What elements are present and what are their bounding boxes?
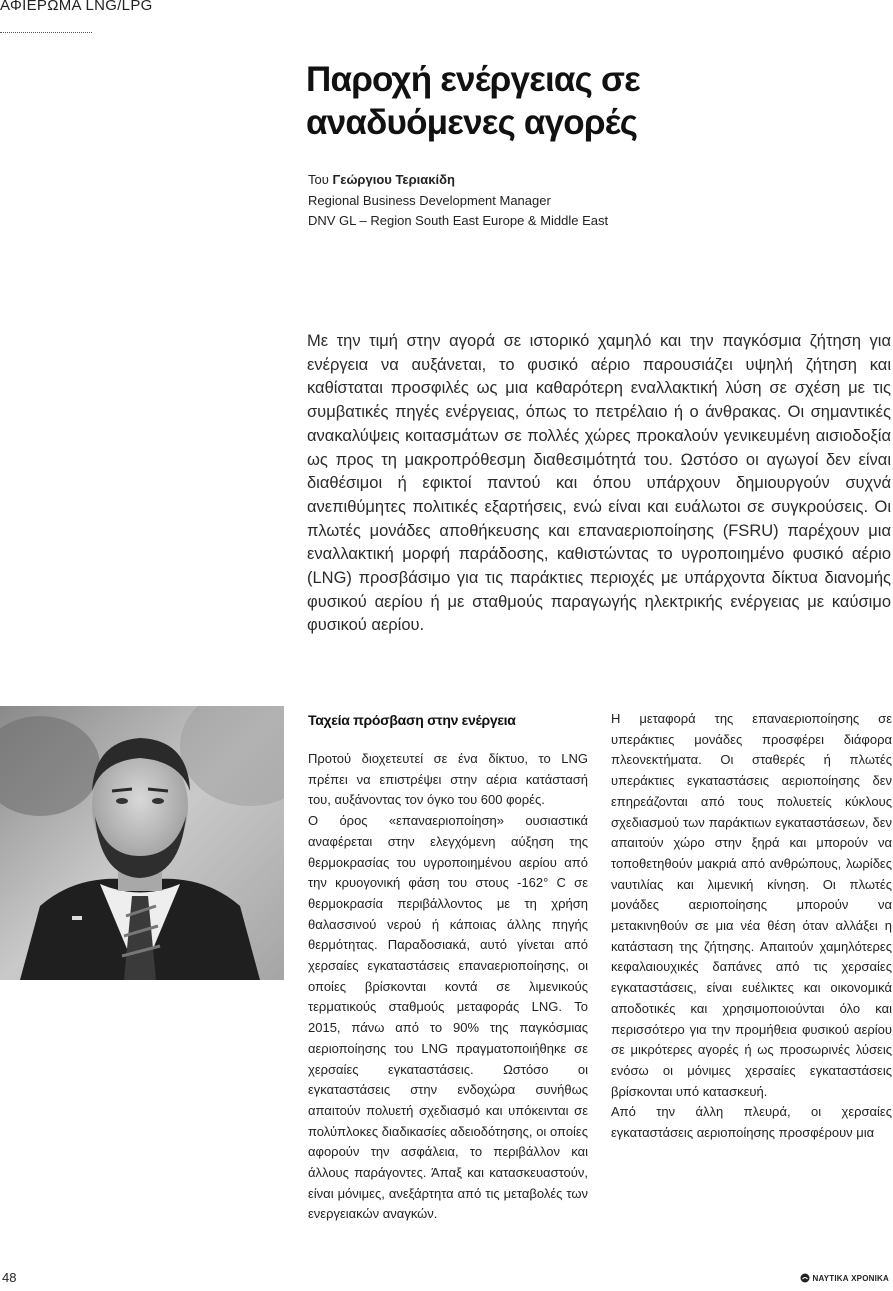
publication-logo-icon	[800, 1273, 810, 1283]
article-title	[306, 58, 866, 144]
column-2-paragraph-2: Από την άλλη πλευρά, οι χερσαίες εγκαταστάσεις αεριοποίησης προσφέρουν μια	[611, 1104, 892, 1141]
page-number: 48	[2, 1270, 17, 1285]
article-column-2	[611, 709, 892, 1144]
column-1-paragraph-2: Ο όρος «επαναεριοποίηση» ουσιαστικά αναφέρεται στην ελεγχόμενη αύξηση της θερμοκρασίας του υγροποιημένου αερίου από την κρυογονική φάση του στους -162° C σε θερμοκρασία περιβάλλοντος με τη χρήση θαλασσινού νερού ή κάποιας άλλης πηγής θερμότητας. Παραδοσιακά, αυτό γίνεται από χερσαίες εγκαταστάσεις επαναεριοποίησης, οι οποίες βρίσκονται κοντά σε λιμενικούς τερματικούς σταθμούς μεταφοράς LNG. Το 2015, πάνω από το 90% της παγκόσμιας αεριοποίησης του LNG πραγματοποιήθηκε σε χερσαίες εγκαταστάσεις. Ωστόσο οι εγκαταστάσεις στην ενδοχώρα συνήθως απαιτούν πολυετή σχεδιασμό και υπόκεινται σε πολύπλοκες διαδικασίες αδειοδότησης, οι οποίες αφορούν την ασφάλεια, το περιβάλλον και άλλους παράγοντες. Άπαξ και κατασκευαστούν, είναι μόνιμες, ανεξάρτητα από τις μεταβολές των ενεργειακών αναγκών.	[308, 813, 588, 1222]
byline-author-line	[308, 170, 868, 191]
section-label: ΑΦΙΕΡΩΜΑ LNG/LPG	[0, 0, 153, 14]
author-photo	[0, 706, 284, 980]
author-role: Regional Business Development Manager	[308, 192, 551, 208]
section-subheading: Ταχεία πρόσβαση στην ενέργεια	[308, 712, 516, 728]
byline-prefix: Του	[308, 172, 333, 187]
lead-paragraph: Με την τιμή στην αγορά σε ιστορικό χαμηλό και την παγκόσμια ζήτηση για ενέργεια να αυξάνεται, το φυσικό αέριο παρουσιάζει υψηλή ζήτηση και καθίσταται προσφιλές ως μια καθαρότερη εναλλακτική λύση σε σχέση με τις συμβατικές πηγές ενέργειας, όπως το πετρέλαιο ή ο άνθρακας. Οι σημαντικές ανακαλύψεις κοιτασμάτων σε πολλές χώρες προκαλούν γενικευμένη αισιοδοξία ως προς τη μακροπρόθεσμη διαθεσιμότητά του. Ωστόσο οι αγωγοί δεν είναι διαθέσιμοι ή εφικτοί παντού και όπου υπάρχουν δημιουργούν συχνά ανεπιθύμητες πολιτικές εξαρτήσεις, ενώ είναι και ευάλωτοι σε συγκρούσεις. Οι πλωτές μονάδες αποθήκευσης και επαναεριοποίησης (FSRU) παρέχουν μια εναλλακτική μορφή παράδοσης, καθιστώντας το υγροποιημένο φυσικό αέριο (LNG) προσβάσιμο για τις παράκτιες περιοχές με υπάρχοντα δίκτυα διανομής φυσικού αερίου ή με σταθμούς παραγωγής ηλεκτρικής ενέργειας με καύσιμο φυσικού αερίου.	[307, 332, 891, 635]
title-line-2: αναδυόμενες αγορές	[306, 103, 638, 142]
publication-title: ΝΑΥΤΙΚΑ ΧΡΟΝΙΚΑ	[812, 1273, 889, 1283]
section-divider	[0, 32, 92, 33]
byline	[308, 170, 868, 232]
author-organization: DNV GL – Region South East Europe & Middle East	[308, 213, 609, 228]
article-column-1	[308, 709, 588, 1225]
title-line-1: Παροχή ενέργειας σε	[306, 60, 640, 99]
publication-name	[800, 1273, 890, 1283]
author-name: Γεώργιου Τεριακίδη	[332, 172, 455, 187]
column-1-paragraph-1: Προτού διοχετευτεί σε ένα δίκτυο, το LNG πρέπει να επιστρέψει στην αέρια κατάστασή του, αυξάνοντας τον όγκο του 600 φορές.	[308, 751, 588, 808]
column-2-paragraph-1: Η μεταφορά της επαναεριοποίησης σε υπεράκτιες μονάδες προσφέρει διάφορα πλεονεκτήματα. Οι σταθερές ή πλωτές υπεράκτιες εγκαταστάσεις αεριοποίησης δεν επηρεάζονται από τους πολυετείς κύκλους σχεδιασμού των παράκτιων εγκαταστάσεων, δεν απαιτούν χώρο στην ξηρά και μπορούν να τοποθετηθούν μακριά από ανθρώπους, λωρίδες ναυτιλίας και λιμενική κίνηση. Οι πλωτές μονάδες αεριοποίησης μπορούν να μετακινηθούν σε μια νέα θέση όταν αλλάξει η κατάσταση της ζήτησης. Απαιτούν χαμηλότερες κεφαλαιουχικές δαπάνες από τις χερσαίες εγκαταστάσεις, είναι ευέλικτες και οικονομικά αποδοτικές και χρησιμοποιούνται όλο και περισσότερο για την προμήθεια φυσικού αερίου σε μικρότερες αγορές ή ως προσωρινές λύσεις ενόσω οι μόνιμες χερσαίες εγκαταστάσεις βρίσκονται υπό κατασκευή.	[611, 711, 892, 1099]
